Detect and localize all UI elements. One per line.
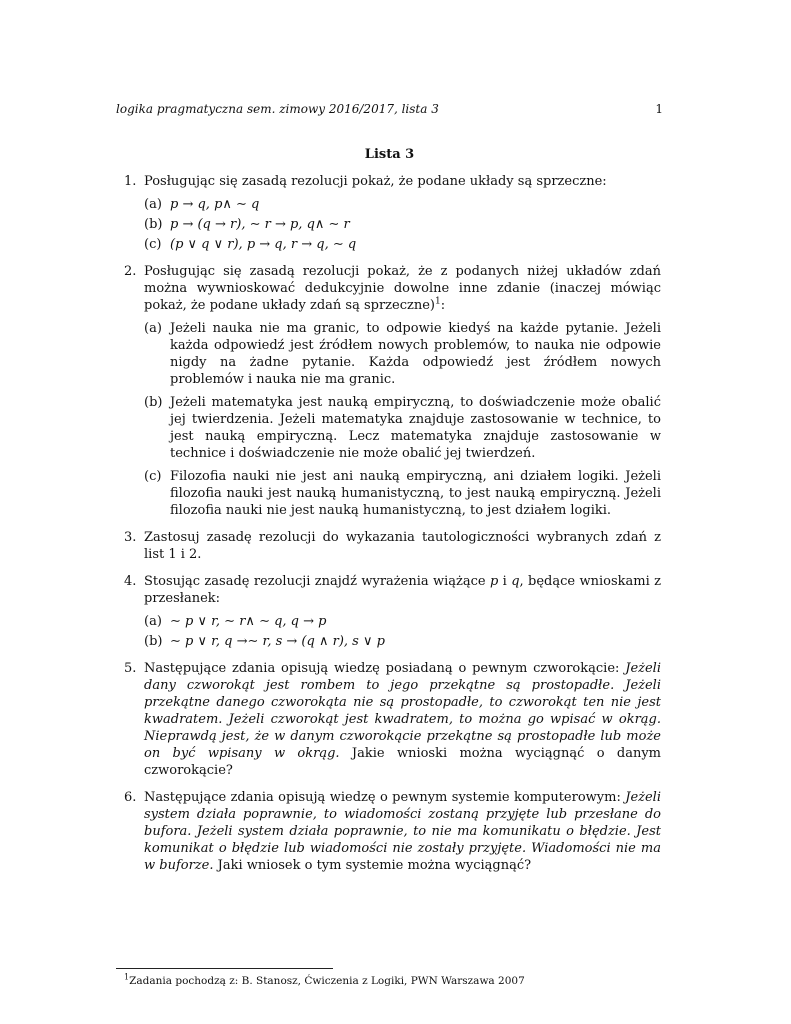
subproblem-label: (c)	[144, 237, 162, 252]
subproblem-2c	[144, 468, 661, 519]
subproblem-label: (b)	[144, 217, 163, 232]
problem-2	[124, 263, 661, 519]
subproblem-label: (a)	[144, 197, 162, 212]
problem-question: Jaki wniosek o tym systemie można wyciągnąć?	[213, 858, 532, 873]
problem-text: Posługując się zasadą rezolucji pokaż, że z podanych niżej układów zdań można wywnioskować dedukcyjnie dowolne inne zdanie (inaczej mówiąc pokaż, że podane układy zdań są sprzeczne)	[144, 264, 661, 313]
subproblem-text: Filozofia nauki nie jest ani nauką empiryczną, ani działem logiki. Jeżeli filozofia nauki jest nauką humanistyczną, to jest nauką empiryczną. Jeżeli filozofia nauki nie jest nauką humanistyczną, to jest działem logiki.	[170, 469, 661, 518]
problem-1	[124, 173, 661, 253]
problem-text: Stosując zasadę rezolucji znajdź wyrażenia wiążące	[144, 574, 490, 589]
problem-number: 1.	[124, 174, 137, 189]
subproblem-1a	[144, 196, 661, 213]
problem-text: Następujące zdania opisują wiedzę o pewnym systemie komputerowym:	[144, 790, 626, 805]
problem-number: 5.	[124, 661, 137, 676]
subproblem-list	[144, 320, 661, 519]
problem-6	[124, 789, 661, 874]
problem-text-end: , będące wnioskami z przesłanek:	[144, 574, 661, 606]
problem-number: 4.	[124, 574, 137, 589]
problem-text: Następujące zdania opisują wiedzę posiadaną o pewnym czworokącie:	[144, 661, 626, 676]
subproblem-2b	[144, 394, 661, 462]
problem-text: Posługując się zasadą rezolucji pokaż, że podane układy są sprzeczne:	[144, 174, 607, 189]
problem-3	[124, 529, 661, 563]
problem-text: Zastosuj zasadę rezolucji do wykazania tautologiczności wybranych zdań z list 1 i 2.	[144, 530, 661, 562]
problem-4	[124, 573, 661, 650]
subproblem-label: (a)	[144, 321, 162, 336]
subproblem-2a	[144, 320, 661, 388]
formula: p → q, p∧ ∼ q	[170, 197, 260, 212]
document-title: Lista 3	[364, 147, 415, 162]
running-header	[116, 101, 663, 118]
subproblem-label: (a)	[144, 614, 162, 629]
problem-number: 2.	[124, 264, 137, 279]
footnote-mark: 1	[124, 972, 130, 982]
problem-list	[124, 173, 661, 884]
formula: (p ∨ q ∨ r), p → q, r → q, ∼ q	[170, 237, 357, 252]
subproblem-1c	[144, 236, 661, 253]
footnote-divider	[116, 968, 333, 969]
subproblem-label: (b)	[144, 634, 163, 649]
subproblem-4b	[144, 633, 661, 650]
subproblem-text: Jeżeli nauka nie ma granic, to odpowie kiedyś na każde pytanie. Jeżeli każda odpowiedź jest źródłem nowych problemów, to nauka nie odpowie nigdy na żadne pytanie. Każda odpowiedź jest źródłem nowych problemów i nauka nie ma granic.	[170, 321, 661, 387]
variable-q: q	[511, 574, 520, 589]
problem-number: 6.	[124, 790, 137, 805]
subproblem-list	[144, 613, 661, 650]
footnote-text: Zadania pochodzą z: B. Stanosz, Ćwiczenia z Logiki, PWN Warszawa 2007	[129, 975, 525, 987]
formula: ∼ p ∨ r, ∼ r∧ ∼ q, q → p	[170, 614, 327, 629]
footnote	[124, 972, 525, 988]
footnote-marker: 1	[435, 296, 441, 307]
problem-premises: Jeżeli dany czworokąt jest rombem to jego przekątne są prostopadłe. Jeżeli przekątne danego czworokąta nie są prostopadłe, to czworokąt ten nie jest kwadratem. Jeżeli czworokąt jest kwadratem, to można go wpisać w okrąg. Nieprawdą jest, że w danym czworokącie przekątne są prostopadłe lub może on być wpisany w okrąg.	[144, 661, 661, 761]
problem-5	[124, 660, 661, 779]
running-title: logika pragmatyczna sem. zimowy 2016/2017, lista 3	[116, 102, 439, 116]
problem-number: 3.	[124, 530, 137, 545]
subproblem-1b	[144, 216, 661, 233]
problem-text-end: :	[440, 298, 446, 313]
problem-text-conj: i	[498, 574, 512, 589]
variable-p: p	[489, 574, 499, 589]
formula: ∼ p ∨ r, q →∼ r, s → (q ∧ r), s ∨ p	[170, 634, 385, 649]
problem-question: Jakie wnioski można wyciągnąć o danym czworokącie?	[144, 746, 661, 778]
subproblem-4a	[144, 613, 661, 630]
subproblem-label: (c)	[144, 469, 162, 484]
page-number: 1	[655, 102, 663, 116]
formula: p → (q → r), ∼ r → p, q∧ ∼ r	[170, 217, 350, 232]
problem-premises: Jeżeli system działa poprawnie, to wiadomości zostaną przyjęte lub przesłane do bufora. Jeżeli system działa poprawnie, to nie ma komunikatu o błędzie. Jest komunikat o błędzie lub wiadomości nie zostały przyjęte. Wiadomości nie ma w buforze.	[144, 790, 661, 873]
subproblem-text: Jeżeli matematyka jest nauką empiryczną, to doświadczenie może obalić jej twierdzenia. Jeżeli matematyka znajduje zastosowanie w technice, to jest nauką empiryczną. Lecz matematyka znajduje zastosowanie w technice i doświadczenie nie może obalić jej twierdzeń.	[170, 395, 661, 461]
subproblem-label: (b)	[144, 395, 163, 410]
subproblem-list	[144, 196, 661, 253]
